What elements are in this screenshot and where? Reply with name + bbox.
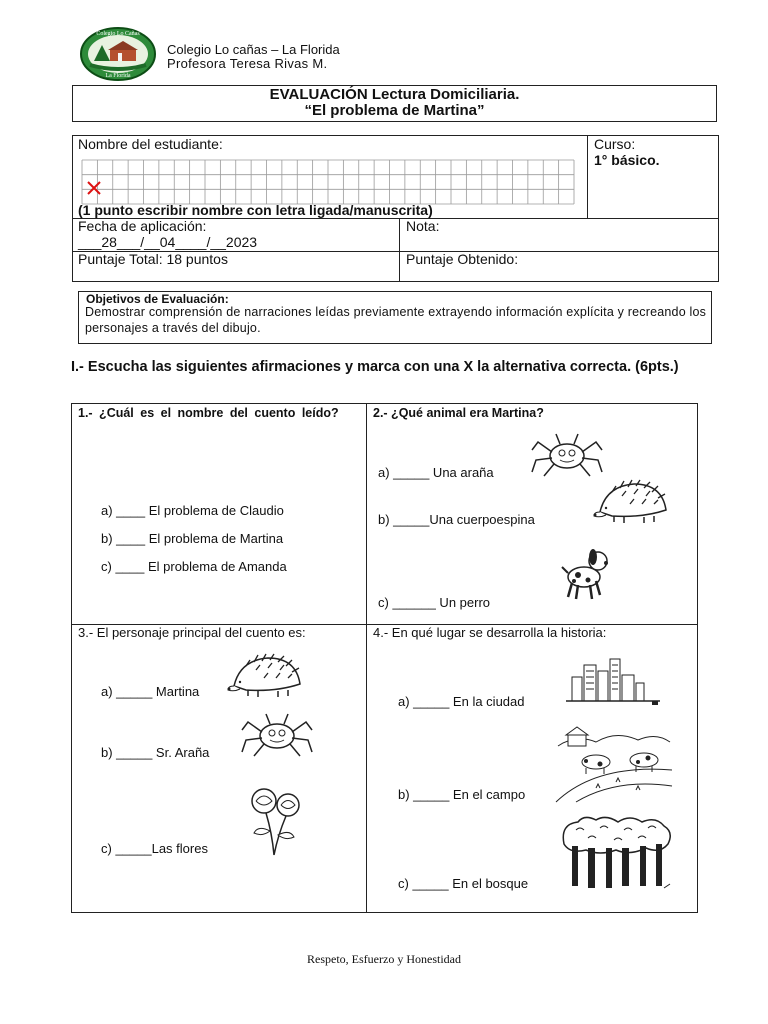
- footer-motto: Respeto, Esfuerzo y Honestidad: [307, 952, 461, 966]
- objectives-text: Demostrar comprensión de narraciones leídas previamente extrayendo información explícita y recreando los personajes a través del dibujo.: [85, 305, 707, 335]
- q2-option-b[interactable]: b) _____Una cuerpoespina: [378, 512, 535, 527]
- q3-option-b[interactable]: b) _____ Sr. Araña: [101, 745, 210, 760]
- city-icon: [566, 651, 660, 707]
- title-line-1: EVALUACIÓN Lectura Domiciliaria.: [269, 86, 520, 103]
- logo-bottom-text: La Florida: [105, 73, 131, 79]
- logo-top-text: Colegio Lo Cañas: [96, 31, 140, 37]
- countryside-icon: [556, 724, 672, 802]
- name-note: (1 punto escribir nombre con letra ligada/manuscrita): [78, 202, 433, 218]
- objectives-title: Objetivos de Evaluación:: [86, 292, 229, 306]
- q3-question: 3.- El personaje principal del cuento es:: [78, 625, 306, 640]
- q2-option-a[interactable]: a) _____ Una araña: [378, 465, 494, 480]
- hedgehog-icon: [592, 478, 670, 524]
- hedgehog-icon: [226, 652, 304, 698]
- date-label: Fecha de aplicación:: [78, 218, 207, 234]
- q4-question: 4.- En qué lugar se desarrolla la historia:: [373, 625, 607, 640]
- name-writing-grid[interactable]: [82, 160, 574, 204]
- school-name: Colegio Lo cañas – La Florida: [167, 42, 340, 57]
- course-value: 1° básico.: [594, 152, 660, 168]
- school-logo: [80, 27, 156, 81]
- student-name-label: Nombre del estudiante:: [78, 136, 223, 152]
- section1-instruction: I.- Escucha las siguientes afirmaciones y marca con una X la alternativa correcta. (6pts.): [71, 359, 679, 375]
- title-line-2: “El problema de Martina”: [304, 102, 485, 119]
- spider-icon: [530, 432, 604, 478]
- q1-option-a[interactable]: a) ____ El problema de Claudio: [101, 503, 284, 518]
- q3-option-a[interactable]: a) _____ Martina: [101, 684, 200, 699]
- q1-option-b[interactable]: b) ____ El problema de Martina: [101, 531, 284, 546]
- q4-option-c[interactable]: c) _____ En el bosque: [398, 876, 529, 891]
- forest-icon: [560, 814, 674, 892]
- q1-question: 1.- ¿Cuál es el nombre del cuento leído?: [78, 406, 339, 420]
- q2-question: 2.- ¿Qué animal era Martina?: [373, 406, 544, 420]
- q3-option-c[interactable]: c) _____Las flores: [101, 841, 208, 856]
- date-value: ___28___/__04____/__2023: [78, 234, 258, 250]
- q2-option-c[interactable]: c) ______ Un perro: [378, 595, 491, 610]
- grade-label: Nota:: [406, 218, 440, 234]
- course-label: Curso:: [594, 136, 636, 152]
- q4-option-b[interactable]: b) _____ En el campo: [398, 787, 526, 802]
- dog-icon: [560, 547, 612, 601]
- obtained-score-label: Puntaje Obtenido:: [406, 251, 519, 267]
- flowers-icon: [244, 785, 306, 857]
- q4-option-a[interactable]: a) _____ En la ciudad: [398, 694, 525, 709]
- teacher-name: Profesora Teresa Rivas M.: [167, 56, 328, 71]
- q1-option-c[interactable]: c) ____ El problema de Amanda: [101, 559, 287, 574]
- spider-icon: [240, 712, 314, 758]
- total-score: Puntaje Total: 18 puntos: [78, 251, 228, 267]
